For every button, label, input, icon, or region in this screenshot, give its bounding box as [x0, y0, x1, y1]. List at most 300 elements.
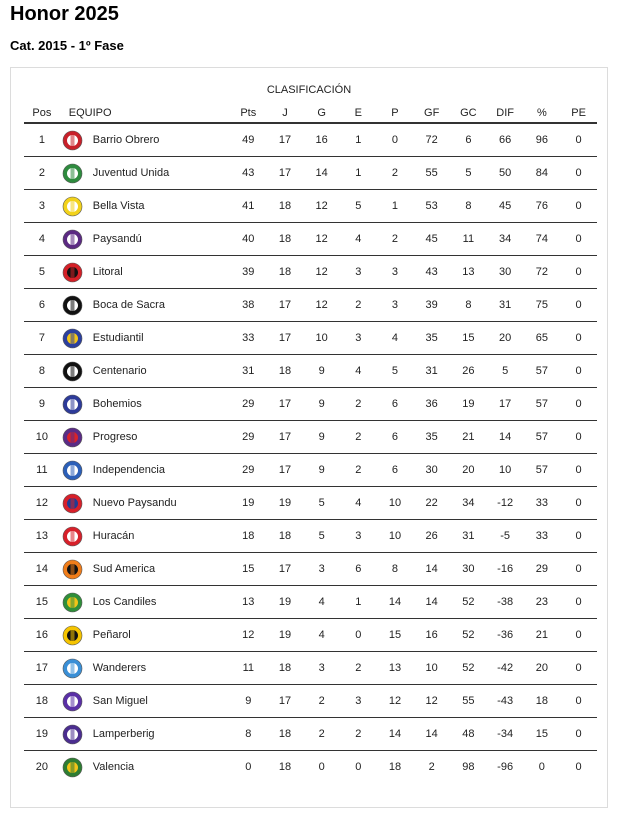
penarol-crest-icon [62, 625, 83, 646]
row-dif: 20 [487, 322, 524, 355]
row-gc: 34 [450, 487, 487, 520]
row-j: 17 [267, 553, 304, 586]
row-gc: 26 [450, 355, 487, 388]
team-name[interactable]: Valencia [92, 761, 135, 773]
table-row[interactable] [24, 586, 597, 619]
row-pe: 0 [560, 123, 597, 157]
row-pts: 19 [230, 487, 267, 520]
row-position: 6 [24, 289, 60, 322]
row-p: 10 [377, 487, 414, 520]
row-e: 4 [340, 487, 377, 520]
row-p: 2 [377, 157, 414, 190]
row-team-cell[interactable] [60, 718, 230, 751]
row-gf: 12 [413, 685, 450, 718]
row-team-cell[interactable] [60, 388, 230, 421]
row-pct: 0 [538, 761, 545, 773]
table-row[interactable] [24, 289, 597, 322]
row-gf: 35 [413, 421, 450, 454]
standings-table [24, 103, 597, 783]
row-gc: 48 [450, 718, 487, 751]
row-pe: 0 [575, 761, 582, 773]
table-row[interactable] [24, 652, 597, 685]
row-pts: 11 [230, 652, 267, 685]
row-pe: 0 [560, 157, 597, 190]
row-e: 6 [340, 553, 377, 586]
row-e: 3 [340, 520, 377, 553]
table-row[interactable] [24, 454, 597, 487]
row-pts: 29 [230, 454, 267, 487]
row-gf: 14 [413, 718, 450, 751]
header-row [24, 103, 597, 123]
row-team-cell[interactable] [60, 553, 230, 586]
row-j: 17 [267, 157, 304, 190]
row-e: 2 [340, 652, 377, 685]
row-j: 18 [267, 355, 304, 388]
row-e: 3 [340, 685, 377, 718]
row-pe: 0 [560, 520, 597, 553]
row-g: 0 [318, 761, 325, 773]
row-g: 12 [303, 223, 340, 256]
team-name[interactable]: San Miguel [92, 695, 148, 707]
row-pct: 57 [524, 388, 561, 421]
table-row[interactable] [24, 123, 597, 157]
row-pct: 84 [524, 157, 561, 190]
team-name[interactable]: Paysandú [92, 233, 142, 245]
team-name[interactable]: Los Candiles [92, 596, 157, 608]
lamperberig-crest-icon [62, 724, 83, 745]
row-pct: 76 [524, 190, 561, 223]
row-gf: 31 [413, 355, 450, 388]
row-dif: -96 [497, 761, 514, 773]
row-g: 9 [303, 454, 340, 487]
row-j: 18 [267, 256, 304, 289]
row-g: 16 [303, 123, 340, 157]
row-pct: 15 [524, 718, 561, 751]
row-p: 12 [377, 685, 414, 718]
row-gf: 55 [413, 157, 450, 190]
row-g: 12 [303, 190, 340, 223]
row-p: 10 [377, 520, 414, 553]
page-subtitle: Cat. 2015 - 1º Fase [10, 38, 124, 53]
litoral-crest-icon [62, 262, 83, 283]
row-team-cell[interactable] [60, 520, 230, 553]
row-position: 12 [24, 487, 60, 520]
row-p: 14 [377, 718, 414, 751]
row-pe: 0 [560, 322, 597, 355]
row-pts: 33 [230, 322, 267, 355]
row-gf: 43 [413, 256, 450, 289]
row-position: 18 [24, 685, 60, 718]
row-g: 4 [303, 586, 340, 619]
header-e[interactable]: E [340, 103, 377, 123]
header-team[interactable]: EQUIPO [60, 103, 230, 123]
row-position: 10 [24, 421, 60, 454]
row-dif: 10 [487, 454, 524, 487]
row-dif: 14 [487, 421, 524, 454]
row-gc: 52 [450, 586, 487, 619]
team-name[interactable]: Centenario [92, 365, 147, 377]
bella-vista-crest-icon [62, 196, 83, 217]
table-row[interactable] [24, 520, 597, 553]
row-j: 17 [267, 322, 304, 355]
row-gf: 45 [413, 223, 450, 256]
row-gc: 15 [450, 322, 487, 355]
row-e: 2 [340, 388, 377, 421]
row-team-cell[interactable] [60, 619, 230, 652]
row-j: 17 [267, 289, 304, 322]
row-p: 5 [377, 355, 414, 388]
row-g: 2 [303, 718, 340, 751]
row-team-cell[interactable] [60, 586, 230, 619]
row-pct: 72 [524, 256, 561, 289]
row-pct: 23 [524, 586, 561, 619]
row-pts: 38 [230, 289, 267, 322]
row-j: 18 [267, 190, 304, 223]
row-team-cell[interactable] [60, 487, 230, 520]
row-dif: 30 [487, 256, 524, 289]
row-team-cell[interactable] [60, 223, 230, 256]
row-p: 14 [377, 586, 414, 619]
row-p: 0 [377, 123, 414, 157]
row-position: 5 [24, 256, 60, 289]
row-pct: 75 [524, 289, 561, 322]
centenario-crest-icon [62, 361, 83, 382]
header-pos[interactable]: Pos [24, 103, 60, 123]
row-pct: 29 [524, 553, 561, 586]
row-pct: 33 [524, 487, 561, 520]
row-gc: 5 [450, 157, 487, 190]
table-row[interactable] [24, 553, 597, 586]
row-pts: 39 [230, 256, 267, 289]
row-pe: 0 [560, 487, 597, 520]
table-row[interactable] [24, 751, 597, 784]
row-gf: 39 [413, 289, 450, 322]
row-pts: 29 [230, 421, 267, 454]
row-pct: 57 [524, 355, 561, 388]
row-j: 17 [267, 388, 304, 421]
row-g: 12 [303, 289, 340, 322]
row-gc: 52 [450, 619, 487, 652]
row-gf: 26 [413, 520, 450, 553]
row-pe: 0 [560, 289, 597, 322]
row-e: 3 [340, 256, 377, 289]
row-e: 1 [340, 157, 377, 190]
row-position: 15 [24, 586, 60, 619]
row-e: 5 [340, 190, 377, 223]
row-position: 1 [24, 123, 60, 157]
row-gc: 98 [462, 761, 475, 773]
barrio-obrero-crest-icon [62, 130, 83, 151]
table-row[interactable] [24, 388, 597, 421]
boca-de-sacra-crest-icon [62, 295, 83, 316]
row-gf: 14 [413, 553, 450, 586]
row-pe: 0 [560, 454, 597, 487]
table-row[interactable] [24, 421, 597, 454]
row-pct: 21 [524, 619, 561, 652]
row-dif: 5 [487, 355, 524, 388]
progreso-crest-icon [62, 427, 83, 448]
team-name[interactable]: Juventud Unida [92, 167, 170, 179]
row-j: 18 [267, 223, 304, 256]
row-pe: 0 [560, 718, 597, 751]
row-dif: 31 [487, 289, 524, 322]
nuevo-paysandu-crest-icon [62, 493, 83, 514]
header-pe[interactable]: PE [560, 103, 597, 123]
row-j: 18 [267, 718, 304, 751]
row-position: 2 [24, 157, 60, 190]
row-pct: 65 [524, 322, 561, 355]
row-pe: 0 [560, 256, 597, 289]
row-j: 18 [267, 652, 304, 685]
row-team-cell[interactable] [60, 685, 230, 718]
row-position: 4 [24, 223, 60, 256]
row-gc: 8 [450, 289, 487, 322]
bohemios-crest-icon [62, 394, 83, 415]
row-gc: 19 [450, 388, 487, 421]
row-dif: -12 [487, 487, 524, 520]
team-name[interactable]: Bohemios [92, 398, 142, 410]
row-team-cell[interactable] [60, 652, 230, 685]
team-name[interactable]: Barrio Obrero [92, 134, 160, 146]
row-dif: -16 [487, 553, 524, 586]
row-pct: 74 [524, 223, 561, 256]
row-position: 3 [24, 190, 60, 223]
row-p: 3 [377, 256, 414, 289]
row-team-cell[interactable] [60, 123, 230, 157]
row-gc: 6 [450, 123, 487, 157]
row-g: 5 [303, 520, 340, 553]
independencia-crest-icon [62, 460, 83, 481]
row-dif: 50 [487, 157, 524, 190]
header-j[interactable]: J [267, 103, 304, 123]
row-gc: 52 [450, 652, 487, 685]
row-dif: -34 [487, 718, 524, 751]
row-dif: -42 [487, 652, 524, 685]
row-pct: 57 [524, 454, 561, 487]
row-position: 13 [24, 520, 60, 553]
row-gf: 10 [413, 652, 450, 685]
row-pe: 0 [560, 223, 597, 256]
row-dif: -38 [487, 586, 524, 619]
row-e: 1 [340, 586, 377, 619]
row-pts: 9 [230, 685, 267, 718]
row-pe: 0 [560, 685, 597, 718]
row-e: 0 [340, 619, 377, 652]
row-g: 10 [303, 322, 340, 355]
table-row[interactable] [24, 322, 597, 355]
row-e: 4 [340, 355, 377, 388]
team-name[interactable]: Wanderers [92, 662, 147, 674]
row-pct: 33 [524, 520, 561, 553]
row-position: 16 [24, 619, 60, 652]
row-j: 19 [267, 619, 304, 652]
row-e: 2 [340, 718, 377, 751]
row-pts: 31 [230, 355, 267, 388]
row-team-cell[interactable] [60, 190, 230, 223]
row-pe: 0 [560, 355, 597, 388]
row-pe: 0 [560, 190, 597, 223]
wanderers-crest-icon [62, 658, 83, 679]
valencia-crest-icon [62, 757, 83, 778]
row-p: 6 [377, 454, 414, 487]
huracan-crest-icon [62, 526, 83, 547]
row-position: 9 [24, 388, 60, 421]
row-position: 11 [24, 454, 60, 487]
team-name[interactable]: Peñarol [92, 629, 131, 641]
row-team-cell[interactable] [60, 289, 230, 322]
row-g: 9 [303, 421, 340, 454]
table-row[interactable] [24, 685, 597, 718]
row-pts: 29 [230, 388, 267, 421]
row-gf: 72 [413, 123, 450, 157]
team-name[interactable]: Litoral [92, 266, 123, 278]
row-gc: 30 [450, 553, 487, 586]
team-name[interactable]: Sud America [92, 563, 156, 575]
row-p: 13 [377, 652, 414, 685]
row-p: 18 [388, 761, 402, 773]
header-gc[interactable]: GC [450, 103, 487, 123]
row-pts: 41 [230, 190, 267, 223]
row-gf: 36 [413, 388, 450, 421]
header-dif[interactable]: DIF [487, 103, 524, 123]
row-dif: -36 [487, 619, 524, 652]
row-g: 9 [303, 388, 340, 421]
table-caption: CLASIFICACIÓN [266, 84, 352, 96]
row-g: 5 [303, 487, 340, 520]
row-e: 2 [340, 289, 377, 322]
row-p: 1 [377, 190, 414, 223]
row-e: 2 [340, 421, 377, 454]
row-e: 1 [340, 123, 377, 157]
row-j: 19 [267, 487, 304, 520]
table-row[interactable] [24, 256, 597, 289]
team-name[interactable]: Lamperberig [92, 728, 155, 740]
paysandu-crest-icon [62, 229, 83, 250]
table-row[interactable] [24, 718, 597, 751]
row-position: 14 [24, 553, 60, 586]
team-name[interactable]: Nuevo Paysandu [92, 497, 177, 509]
row-pct: 20 [524, 652, 561, 685]
row-position: 19 [24, 718, 60, 751]
row-p: 2 [377, 223, 414, 256]
row-gf: 53 [413, 190, 450, 223]
row-e: 0 [355, 761, 362, 773]
table-row[interactable] [24, 619, 597, 652]
row-pts: 13 [230, 586, 267, 619]
row-gc: 13 [450, 256, 487, 289]
row-pe: 0 [560, 388, 597, 421]
row-pct: 18 [524, 685, 561, 718]
row-gc: 8 [450, 190, 487, 223]
row-gc: 31 [450, 520, 487, 553]
table-row[interactable] [24, 355, 597, 388]
header-p[interactable]: P [377, 103, 414, 123]
row-pe: 0 [560, 619, 597, 652]
row-gc: 55 [450, 685, 487, 718]
row-gf: 30 [413, 454, 450, 487]
row-gc: 21 [450, 421, 487, 454]
team-name[interactable]: Huracán [92, 530, 135, 542]
row-gc: 11 [450, 223, 487, 256]
juventud-unida-crest-icon [62, 163, 83, 184]
estudiantil-crest-icon [62, 328, 83, 349]
row-g: 4 [303, 619, 340, 652]
row-team-cell[interactable] [60, 454, 230, 487]
row-position: 8 [24, 355, 60, 388]
team-name[interactable]: Progreso [92, 431, 138, 443]
team-name[interactable]: Bella Vista [92, 200, 145, 212]
row-p: 3 [377, 289, 414, 322]
row-dif: 45 [487, 190, 524, 223]
row-dif: 34 [487, 223, 524, 256]
row-dif: 66 [487, 123, 524, 157]
row-g: 12 [303, 256, 340, 289]
row-gf: 22 [413, 487, 450, 520]
row-g: 14 [303, 157, 340, 190]
row-team-cell[interactable] [60, 322, 230, 355]
row-j: 19 [267, 586, 304, 619]
team-name[interactable]: Independencia [92, 464, 165, 476]
table-row[interactable] [24, 487, 597, 520]
row-j: 17 [267, 123, 304, 157]
row-pts: 12 [230, 619, 267, 652]
row-e: 4 [340, 223, 377, 256]
row-position: 20 [35, 761, 49, 773]
header-pct[interactable]: % [524, 103, 561, 123]
header-g[interactable]: G [303, 103, 340, 123]
row-pe: 0 [560, 553, 597, 586]
row-pts: 49 [230, 123, 267, 157]
row-p: 4 [377, 322, 414, 355]
row-dif: -5 [487, 520, 524, 553]
row-position: 7 [24, 322, 60, 355]
row-gc: 20 [450, 454, 487, 487]
row-j: 18 [278, 761, 292, 773]
sud-america-crest-icon [62, 559, 83, 580]
row-pts: 8 [230, 718, 267, 751]
table-row[interactable] [24, 223, 597, 256]
table-row[interactable] [24, 157, 597, 190]
row-dif: -43 [487, 685, 524, 718]
team-name[interactable]: Estudiantil [92, 332, 144, 344]
row-team-cell[interactable] [60, 256, 230, 289]
row-gf: 35 [413, 322, 450, 355]
row-pe: 0 [560, 586, 597, 619]
row-g: 2 [303, 685, 340, 718]
san-miguel-crest-icon [62, 691, 83, 712]
page-title: Honor 2025 [10, 3, 119, 25]
row-e: 2 [340, 454, 377, 487]
row-g: 3 [303, 652, 340, 685]
row-team-cell[interactable] [60, 751, 230, 784]
row-team-cell[interactable] [60, 355, 230, 388]
row-dif: 17 [487, 388, 524, 421]
row-j: 17 [267, 421, 304, 454]
header-pts[interactable]: Pts [230, 103, 267, 123]
team-name[interactable]: Boca de Sacra [92, 299, 165, 311]
row-pts: 43 [230, 157, 267, 190]
header-gf[interactable]: GF [413, 103, 450, 123]
standings-card [10, 67, 608, 808]
row-gf: 14 [413, 586, 450, 619]
row-p: 8 [377, 553, 414, 586]
row-team-cell[interactable] [60, 157, 230, 190]
row-pct: 57 [524, 421, 561, 454]
row-g: 3 [303, 553, 340, 586]
table-row[interactable] [24, 190, 597, 223]
row-team-cell[interactable] [60, 421, 230, 454]
row-gf: 16 [413, 619, 450, 652]
